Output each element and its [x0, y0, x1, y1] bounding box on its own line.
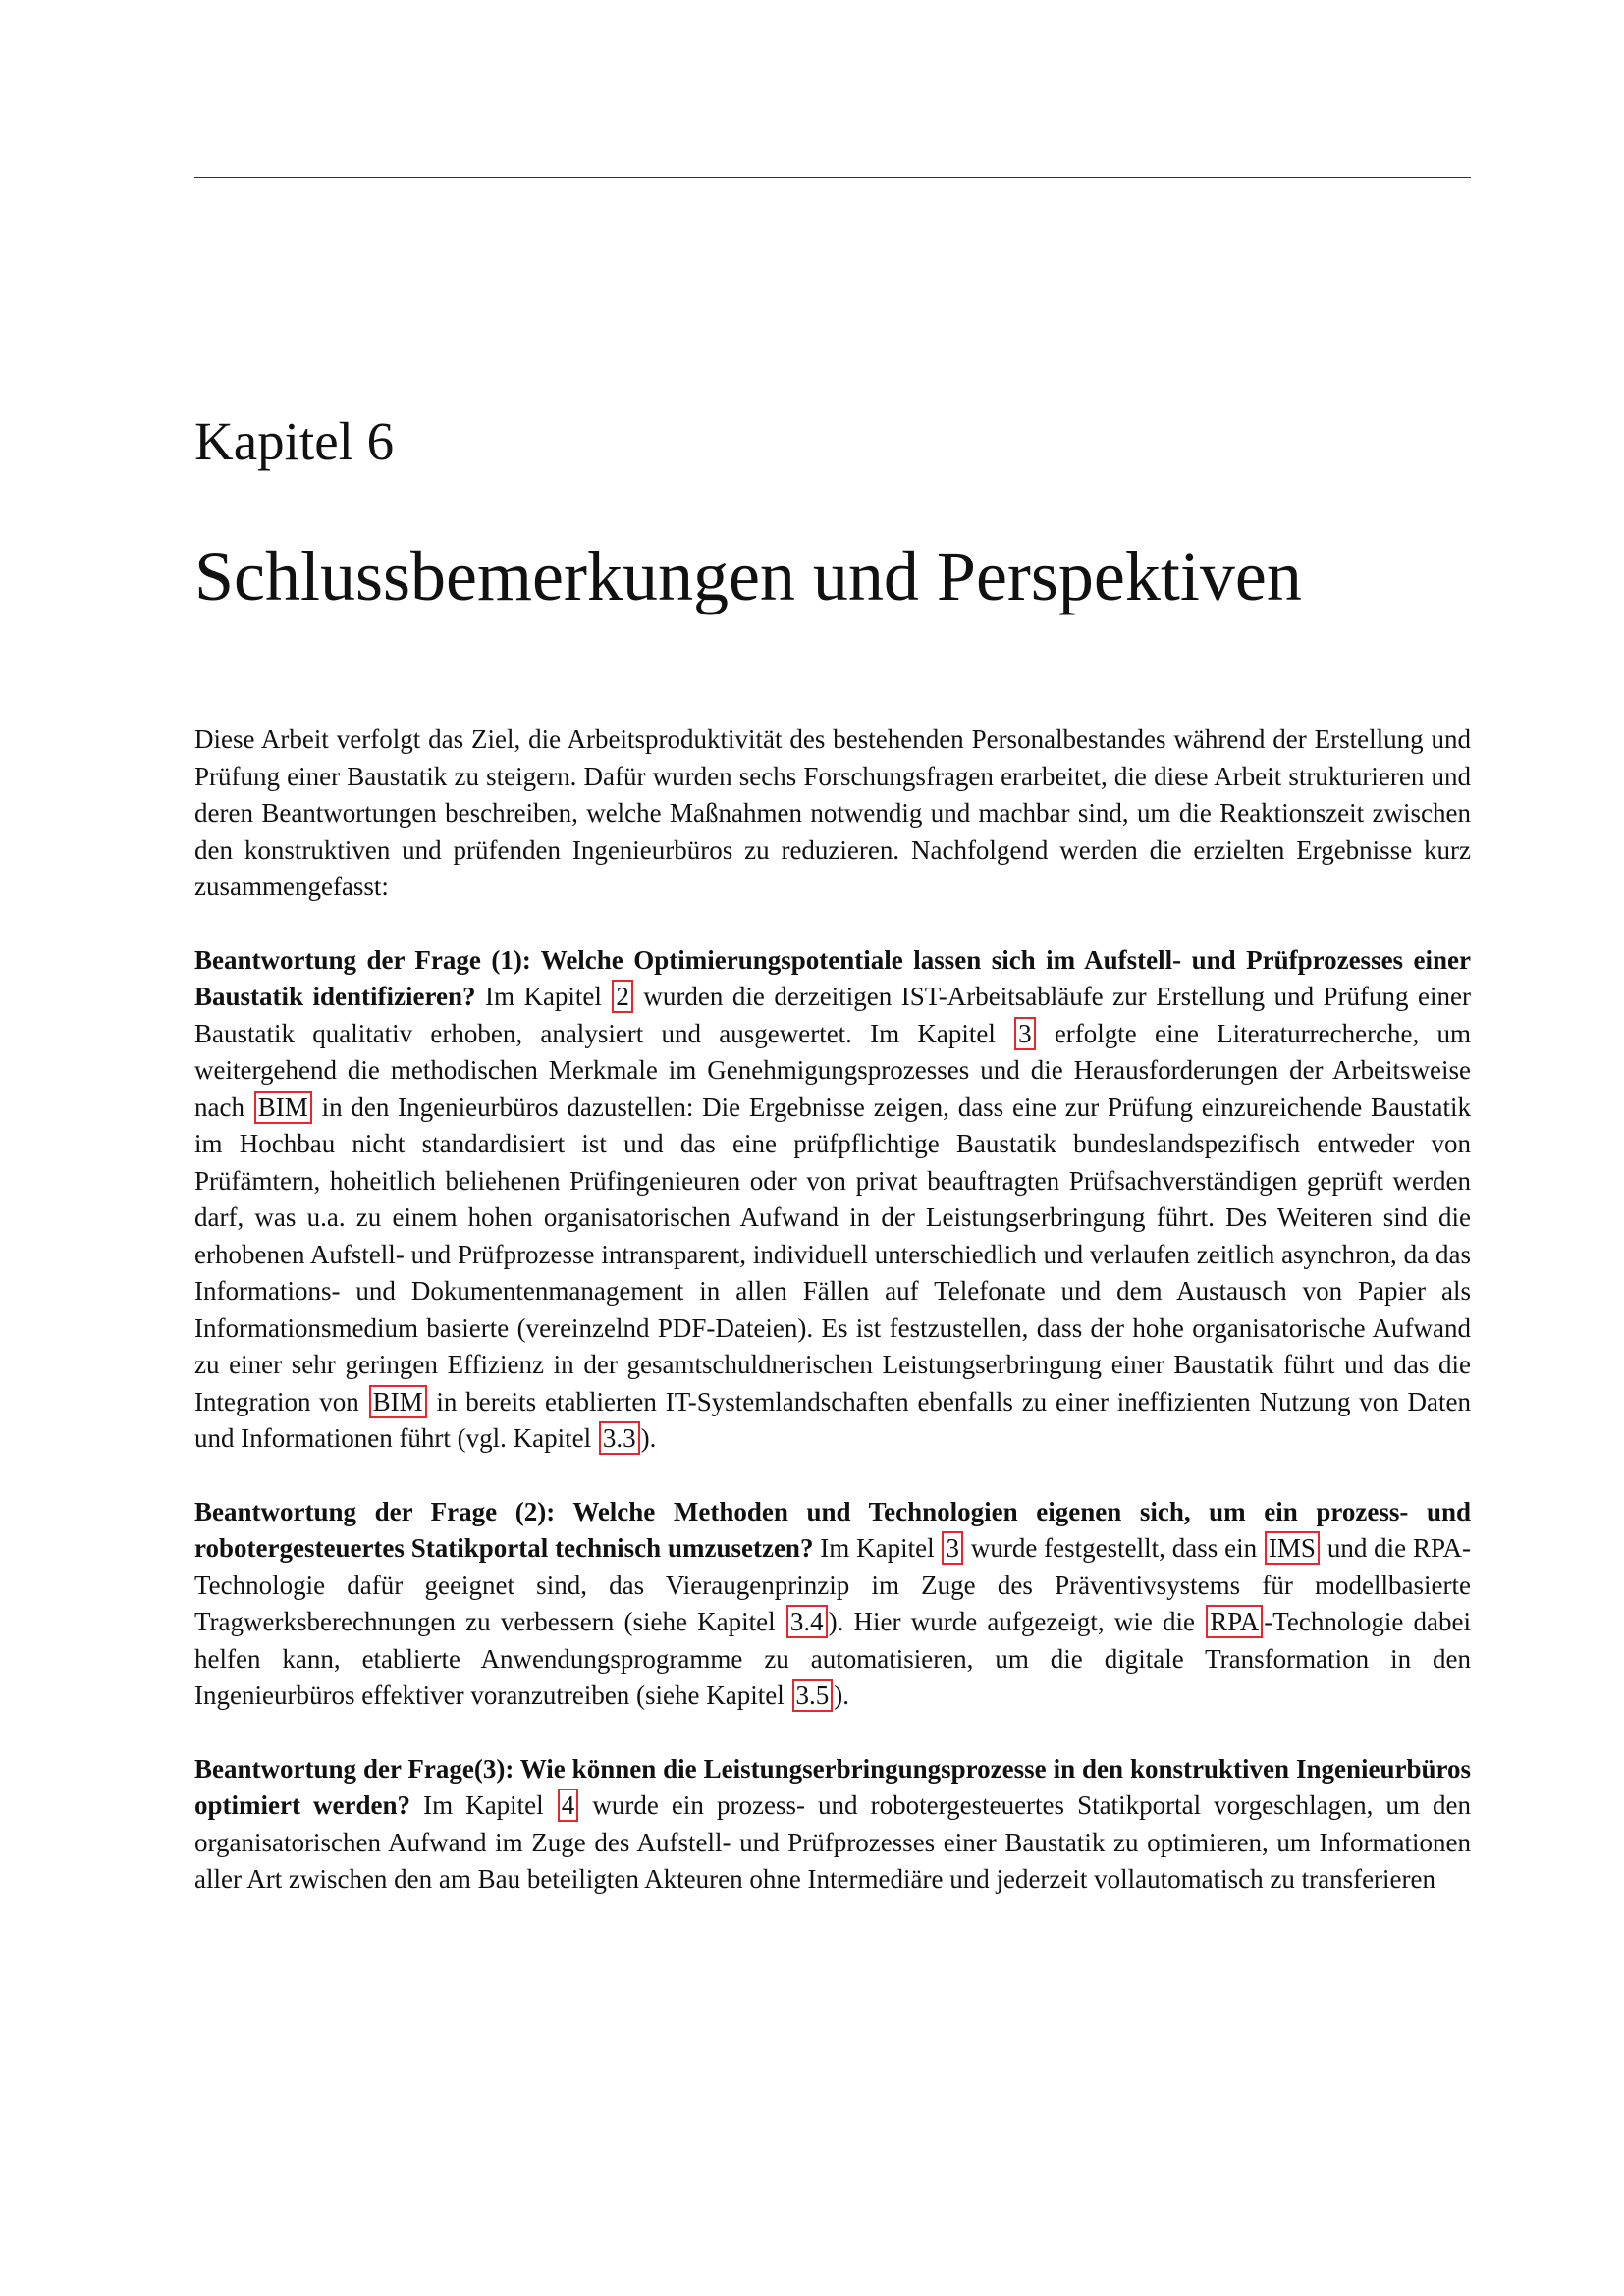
chapter-body	[194, 721, 1471, 1935]
q2-text-2: wurde festgestellt, dass ein	[970, 1533, 1258, 1563]
answer-question-1	[194, 942, 1471, 1458]
ref-section-3-4-link[interactable]: 3.4	[786, 1605, 828, 1638]
ref-rpa-glossary-link[interactable]: RPA	[1206, 1605, 1263, 1638]
q1-text-2: wurden die derzeitigen IST-Arbeitsabläufe zur Erstellung und Prüfung einer Baustatik qualitativ erhoben, analysiert und ausgewertet. Im Kapitel	[194, 982, 1471, 1048]
answer-question-3	[194, 1751, 1471, 1898]
ref-chapter-4-link[interactable]: 4	[558, 1789, 579, 1822]
q2-text-3: und die RPA-Technologie dafür geeignet sind, das Vieraugenprinzip im Zuge des Präventivsystems für modellbasierte Tragwerksberechnungen zu verbessern (siehe Kapitel	[194, 1533, 1472, 1636]
question-3-heading: Beantwortung der Frage(3): Wie können die Leistungserbringungsprozesse in den konstruktiven Ingenieurbüros optimiert werden?	[194, 1753, 1471, 1820]
q2-text-4: ). Hier wurde aufgezeigt, wie die	[828, 1607, 1195, 1636]
ref-chapter-3-link[interactable]: 3	[1014, 1017, 1036, 1050]
answer-question-2	[194, 1494, 1471, 1715]
question-2-heading: Beantwortung der Frage (2): Welche Methoden und Technologien eigenen sich, um ein prozess- und robotergesteuertes Statikportal technisch umzusetzen?	[194, 1496, 1471, 1563]
q1-text-6: ).	[640, 1423, 657, 1453]
q1-text-4: in den Ingenieurbüros dazustellen: Die Ergebnisse zeigen, dass eine zur Prüfung einzureichende Baustatik im Hochbau nicht standardisiert ist und das eine prüfpflichtige Baustatik bundeslandspezifisch entweder von Prüfämtern, hoheitlich beliehenen Prüfingenieuren oder von privat beauftragten Prüfsachverständigen geprüft werden darf, was u.a. zu einem hohen organisatorischen Aufwand in der Leistungserbringung führt. Des Weiteren sind die erhobenen Aufstell- und Prüfprozesse intransparent, individuell unterschiedlich und verlaufen zeitlich asynchron, da das Informations- und Dokumentenmanagement in allen Fällen auf Telefonate und dem Austausch von Papier als Informationsmedium basierte (vereinzelnd PDF-Dateien). Es ist festzustellen, dass der hohe organisatorische Aufwand zu einer sehr geringen Effizienz in der gesamtschuldnerischen Leistungserbringung einer Baustatik führt und das die Integration von	[194, 1092, 1471, 1416]
ref-chapter-3-link-2[interactable]: 3	[942, 1531, 963, 1565]
q1-text-1: Im Kapitel	[484, 982, 602, 1011]
ref-chapter-2-link[interactable]: 2	[612, 980, 633, 1013]
q3-text-1: Im Kapitel	[423, 1790, 544, 1820]
q2-text-5: -Technologie dabei helfen kann, etablierte Anwendungsprogramme zu automatisieren, um die digitale Transformation in den Ingenieurbüros effektiver voranzutreiben (siehe Kapitel	[194, 1607, 1471, 1710]
q3-text-2: wurde ein prozess- und robotergesteuertes Statikportal vorgeschlagen, um den organisatorischen Aufwand im Zuge des Aufstell- und Prüfprozesses einer Baustatik zu optimieren, um Informationen aller Art zwischen den am Bau beteiligten Akteuren ohne Intermediäre und jederzeit vollautomatisch zu transferieren	[194, 1790, 1472, 1894]
q2-text-1: Im Kapitel	[820, 1533, 935, 1563]
question-1-heading: Beantwortung der Frage (1): Welche Optimierungspotentiale lassen sich im Aufstell- und Prüfprozesses einer Baustatik identifizieren?	[194, 944, 1471, 1011]
q1-text-3: erfolgte eine Literaturrecherche, um weitergehend die methodischen Merkmale im Genehmigungsprozesses und die Herausforderungen der Arbeitsweise nach	[194, 1018, 1472, 1122]
q1-text-5: in bereits etablierten IT-Systemlandschaften ebenfalls zu einer ineffizienten Nutzung von Daten und Informationen führt (vgl. Kapitel	[194, 1386, 1472, 1453]
header-rule	[194, 177, 1471, 178]
ref-section-3-3-link[interactable]: 3.3	[599, 1421, 640, 1455]
ref-bim-glossary-link[interactable]: BIM	[254, 1091, 312, 1124]
chapter-label: Kapitel 6	[194, 411, 395, 471]
ref-ims-glossary-link[interactable]: IMS	[1265, 1531, 1320, 1565]
ref-bim-glossary-link-2[interactable]: BIM	[369, 1385, 427, 1418]
ref-section-3-5-link[interactable]: 3.5	[792, 1679, 834, 1712]
q2-text-6: ).	[834, 1681, 849, 1710]
intro-paragraph: Diese Arbeit verfolgt das Ziel, die Arbeitsproduktivität des bestehenden Personalbestandes während der Erstellung und Prüfung einer Baustatik zu steigern. Dafür wurden sechs Forschungsfragen erarbeitet, die diese Arbeit strukturieren und deren Beantwortungen beschreiben, welche Maßnahmen notwendig und machbar sind, um die Reaktionszeit zwischen den konstruktiven und prüfenden Ingenieurbüros zu reduzieren. Nachfolgend werden die erzielten Ergebnisse kurz zusammengefasst:	[194, 724, 1471, 901]
chapter-title: Schlussbemerkungen und Perspektiven	[194, 537, 1302, 615]
